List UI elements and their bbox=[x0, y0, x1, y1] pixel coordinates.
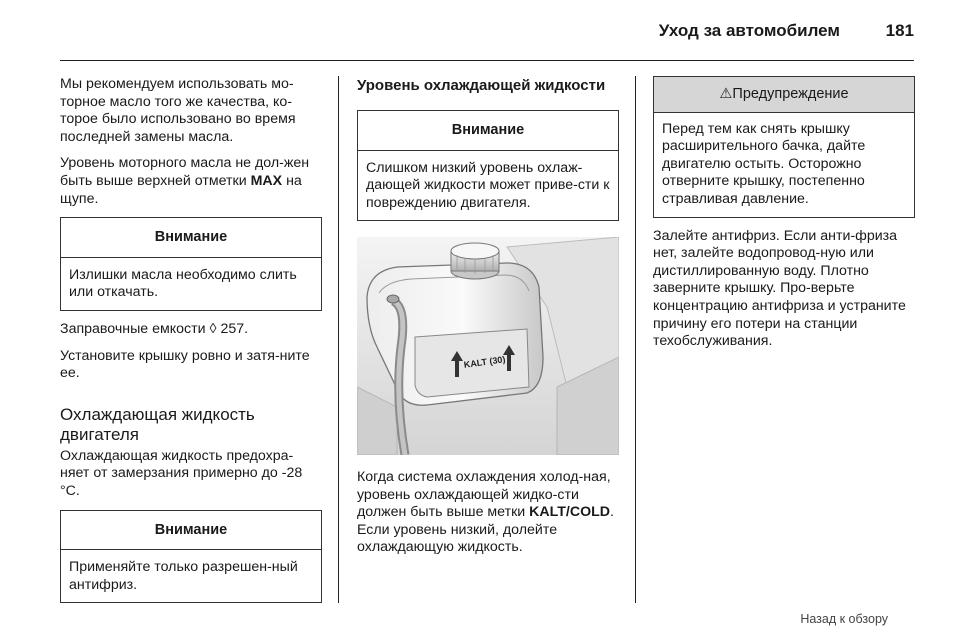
paragraph-install-cap: Установите крышку ровно и затя-ните ее. bbox=[60, 347, 310, 382]
page-number: 181 bbox=[885, 21, 914, 40]
notice-box-antifreeze bbox=[60, 510, 322, 604]
notice-title: Внимание bbox=[61, 218, 321, 258]
warning-text: Перед тем как снять крышку расширительного бачка, дайте двигателю остыть. Осторожно отверните крышку, постепенно стравливая давление. bbox=[662, 120, 866, 207]
column-1 bbox=[60, 76, 322, 613]
oil-level-text-end: на щупе. bbox=[60, 172, 302, 207]
paragraph-coolant-protection: Охлаждающая жидкость предохра-няет от замерзания примерно до -28 °С. bbox=[60, 447, 303, 499]
column-divider-left bbox=[338, 76, 339, 603]
column-2 bbox=[357, 77, 619, 566]
max-mark-label: MAX bbox=[250, 172, 283, 189]
paragraph-oil-recommendation: Мы рекомендуем использовать мо-торное масло того же качества, ко-торое было использовано во время последней замены масла. bbox=[60, 76, 296, 145]
notice-text: Применяйте только разрешен-ный антифриз. bbox=[69, 559, 298, 593]
kalt-level-label: KALT (30) bbox=[463, 354, 506, 371]
notice-title: Внимание bbox=[61, 511, 321, 551]
kalt-cold-mark-label: KALT/COLD bbox=[529, 504, 611, 521]
paragraph-capacities-ref bbox=[60, 321, 322, 339]
column-3 bbox=[653, 76, 915, 360]
coolant-reservoir-illustration bbox=[357, 237, 619, 455]
paragraph-fill-antifreeze: Залейте антифриз. Если анти-фриза нет, залейте водопровод-ную или дистиллированную воду. Плотно заверните крышку. Про-верьте концентрацию антифриза и устраните причину его потери на станции техобслуживания. bbox=[653, 227, 906, 350]
warning-box bbox=[653, 76, 915, 218]
paragraph-coolant-check bbox=[357, 469, 619, 557]
back-to-overview-link[interactable]: Назад к обзору bbox=[800, 612, 888, 626]
notice-text: Излишки масла необходимо слить или откачать. bbox=[69, 266, 297, 301]
warning-title: Предупреждение bbox=[732, 86, 849, 102]
oil-level-text-start: Уровень моторного масла не дол-жен быть выше верхней отметки bbox=[60, 155, 310, 189]
section-title-coolant: Охлаждающая жидкость двигателя bbox=[60, 404, 255, 444]
notice-box-oil bbox=[60, 217, 322, 311]
header-divider bbox=[60, 60, 914, 61]
coolant-check-text-end: . Если уровень низкий, долейте охлаждающую жидкость. bbox=[357, 504, 614, 556]
column-divider-right bbox=[635, 76, 636, 603]
page-header-title: Уход за автомобилем bbox=[658, 21, 840, 40]
paragraph-oil-level bbox=[60, 155, 322, 208]
capacities-page-link[interactable]: 257. bbox=[216, 320, 249, 337]
warning-triangle-icon: ⚠ bbox=[719, 86, 733, 102]
notice-box-coolant-low bbox=[357, 110, 619, 221]
capacities-text: Заправочные емкости bbox=[60, 320, 210, 337]
warning-header bbox=[654, 77, 914, 113]
coolant-check-text-start: Когда система охлаждения холод-ная, уровень охлаждающей жидко-сти должен быть выше метки bbox=[357, 468, 611, 521]
subheading-coolant-level: Уровень охлаждающей жидкости bbox=[357, 77, 606, 94]
notice-title: Внимание bbox=[358, 111, 618, 151]
notice-text: Слишком низкий уровень охлаж-дающей жидкости может приве-сти к повреждению двигателя. bbox=[366, 159, 610, 211]
page-ref-arrow-icon: ◊ bbox=[209, 320, 217, 337]
